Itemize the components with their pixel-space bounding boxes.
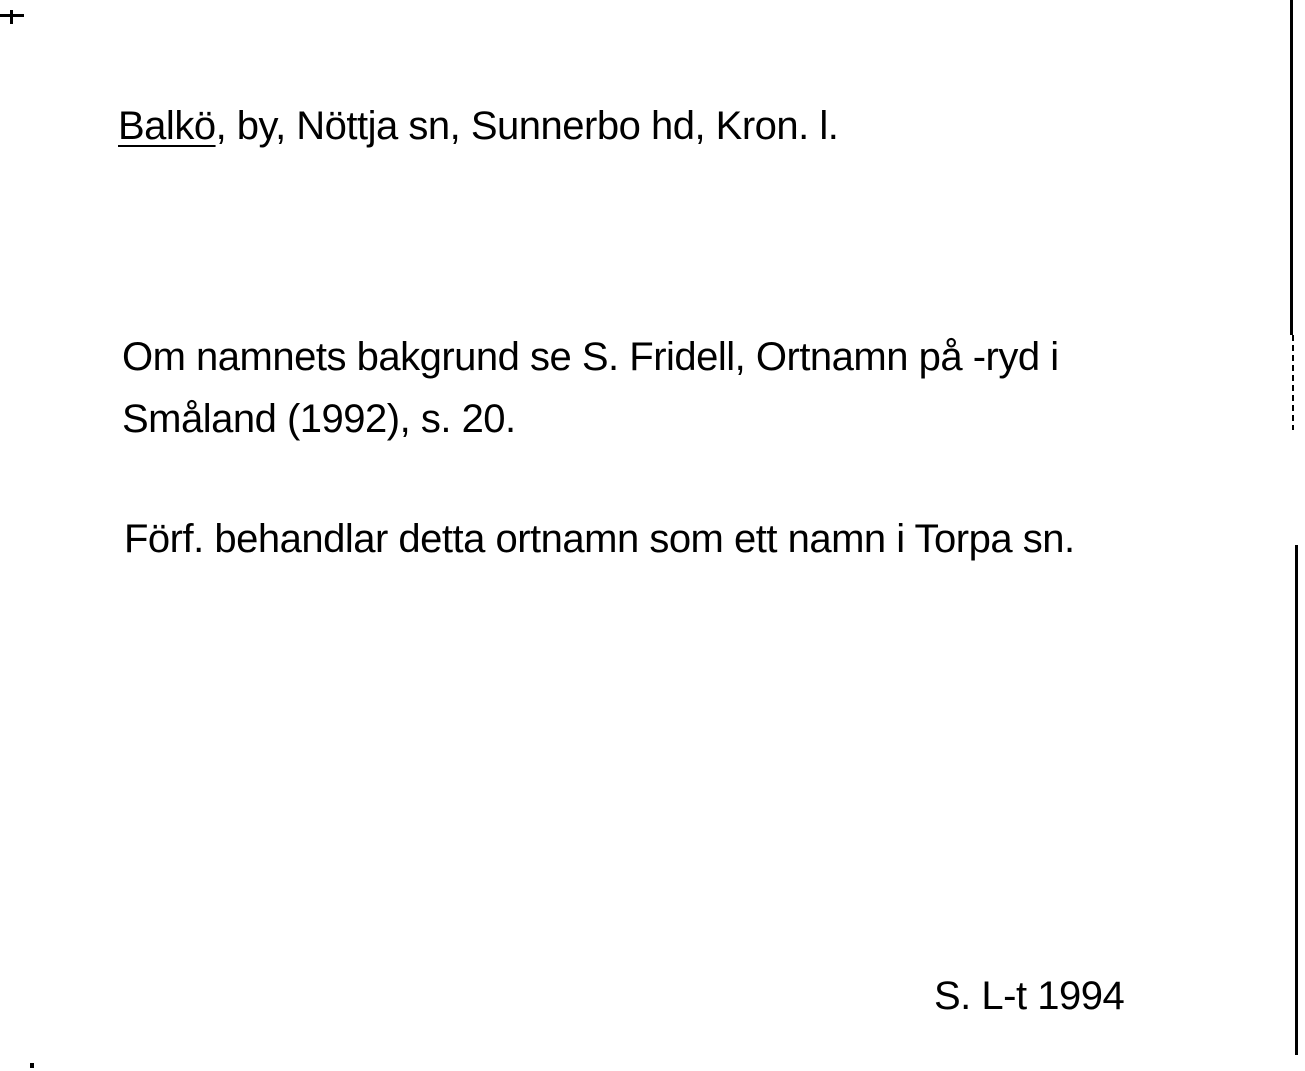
- place-name: Balkö: [118, 104, 216, 148]
- signature: S. L-t 1994: [934, 974, 1125, 1018]
- card-edge-dashed: [1292, 335, 1294, 430]
- author-note: Förf. behandlar detta ortnamn som ett namn i Torpa sn.: [124, 517, 1075, 561]
- scan-dot: [30, 1063, 34, 1068]
- background-note-line-1: Om namnets bakgrund se S. Fridell, Ortnamn på -ryd i: [122, 335, 1059, 379]
- background-note-line-2: Småland (1992), s. 20.: [122, 397, 516, 441]
- card-edge-line: [1290, 0, 1293, 335]
- card-heading: [118, 100, 838, 152]
- card-edge-line-lower: [1295, 545, 1298, 1055]
- background-note: [122, 326, 1059, 450]
- place-description: , by, Nöttja sn, Sunnerbo hd, Kron. l.: [215, 104, 839, 148]
